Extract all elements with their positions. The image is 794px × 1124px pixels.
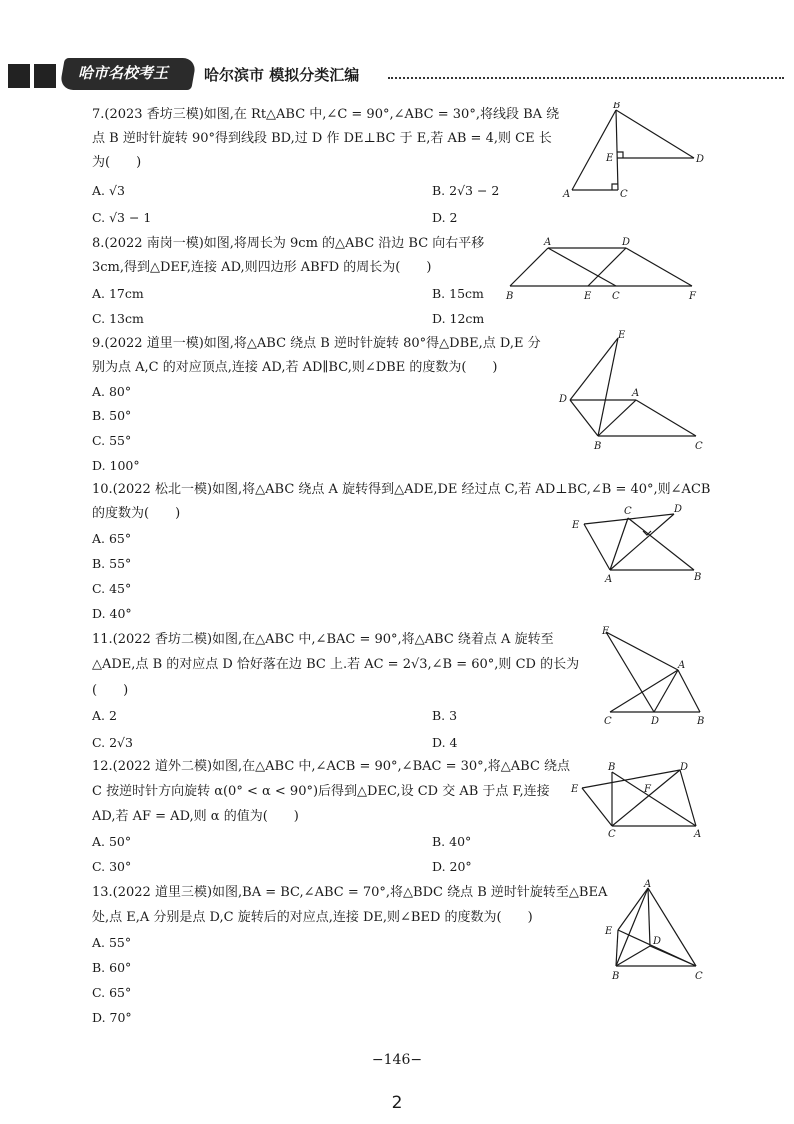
label-a: A xyxy=(632,388,640,399)
question-11-option-d[interactable]: D. 4 xyxy=(432,735,458,750)
label-e: E xyxy=(618,330,626,341)
question-7-option-a[interactable]: A. √3 xyxy=(92,183,125,198)
label-d: D xyxy=(622,237,631,248)
question-7-option-b[interactable]: B. 2√3 − 2 xyxy=(432,183,500,198)
label-d: D xyxy=(559,394,568,405)
label-e: E xyxy=(602,626,610,637)
label-e: E xyxy=(605,926,613,937)
question-8-option-a[interactable]: A. 17cm xyxy=(92,286,144,301)
question-8-line-1: 8.(2022 南岗一模)如图,将周长为 9cm 的△ABC 沿边 BC 向右平移 xyxy=(92,236,485,251)
question-10-option-c[interactable]: C. 45° xyxy=(92,581,132,596)
label-c: C xyxy=(695,441,703,452)
label-a: A xyxy=(694,829,702,840)
logo-text: 哈市名校考王 xyxy=(78,64,169,82)
label-c: C xyxy=(695,971,703,982)
label-b: B xyxy=(694,572,702,583)
question-11-line-1: 11.(2022 香坊二模)如图,在△ABC 中,∠BAC = 90°,将△ABC 绕着点 A 旋转至 xyxy=(92,632,554,647)
header-title: 哈尔滨市 模拟分类汇编 xyxy=(204,66,360,84)
question-11-option-a[interactable]: A. 2 xyxy=(92,708,117,723)
question-7-line-2: 点 B 逆时针旋转 90°得到线段 BD,过 D 作 DE⊥BC 于 E,若 AB = 4,则 CE 长 xyxy=(92,131,552,146)
question-13-option-a[interactable]: A. 55° xyxy=(92,935,132,950)
figure-q10 xyxy=(566,500,708,584)
label-a: A xyxy=(678,660,686,671)
label-d: D xyxy=(674,504,683,515)
question-8-line-2: 3cm,得到△DEF,连接 AD,则四边形 ABFD 的周长为( ) xyxy=(92,260,432,275)
question-12-option-d[interactable]: D. 20° xyxy=(432,859,472,874)
label-a: A xyxy=(544,237,552,248)
question-8-option-d[interactable]: D. 12cm xyxy=(432,311,485,326)
question-9-option-d[interactable]: D. 100° xyxy=(92,458,140,473)
label-d: D xyxy=(680,762,689,773)
question-8-option-b[interactable]: B. 15cm xyxy=(432,286,484,301)
question-9-option-c[interactable]: C. 55° xyxy=(92,433,132,448)
label-a: A xyxy=(644,879,652,890)
header-dotted-rule xyxy=(388,77,784,79)
question-13-option-b[interactable]: B. 60° xyxy=(92,960,132,975)
question-12-line-1: 12.(2022 道外二模)如图,在△ABC 中,∠ACB = 90°,∠BAC = 30°,将△ABC 绕点 xyxy=(92,759,571,774)
question-7-line-1: 7.(2023 香坊三模)如图,在 Rt△ABC 中,∠C = 90°,∠ABC = 30°,将线段 BA 绕 xyxy=(92,107,560,122)
question-13-option-d[interactable]: D. 70° xyxy=(92,1010,132,1025)
question-12-option-a[interactable]: A. 50° xyxy=(92,834,132,849)
label-d: D xyxy=(651,716,660,726)
question-10-line-2: 的度数为( ) xyxy=(92,506,181,521)
label-b: B xyxy=(506,291,514,302)
label-d: D xyxy=(696,154,705,165)
question-12-line-3: AD,若 AF = AD,则 α 的值为( ) xyxy=(92,809,299,824)
question-10-line-1: 10.(2022 松北一模)如图,将△ABC 绕点 A 旋转得到△ADE,DE 经过点 C,若 AD⊥BC,∠B = 40°,则∠ACB xyxy=(92,482,711,497)
question-7-option-c[interactable]: C. √3 − 1 xyxy=(92,210,152,225)
question-7-line-3: 为( ) xyxy=(92,155,142,170)
label-e: E xyxy=(571,784,579,795)
figure-q7 xyxy=(560,102,710,202)
label-a: A xyxy=(605,574,613,584)
question-11-option-b[interactable]: B. 3 xyxy=(432,708,458,723)
question-8-option-c[interactable]: C. 13cm xyxy=(92,311,144,326)
label-c: C xyxy=(612,291,620,302)
label-e: E xyxy=(606,153,614,164)
label-c: C xyxy=(624,506,632,517)
question-12-option-c[interactable]: C. 30° xyxy=(92,859,132,874)
question-11-option-c[interactable]: C. 2√3 xyxy=(92,735,133,750)
question-10-option-a[interactable]: A. 65° xyxy=(92,531,132,546)
question-11-line-2: △ADE,点 B 的对应点 D 恰好落在边 BC 上.若 AC = 2√3,∠B = 60°,则 CD 的长为 xyxy=(92,657,580,672)
question-9-line-2: 别为点 A,C 的对应顶点,连接 AD,若 AD∥BC,则∠DBE 的度数为( ) xyxy=(92,360,498,375)
label-f: F xyxy=(689,291,696,302)
figure-q8 xyxy=(500,234,708,304)
question-7-option-d[interactable]: D. 2 xyxy=(432,210,458,225)
question-12-option-b[interactable]: B. 40° xyxy=(432,834,472,849)
question-10-option-b[interactable]: B. 55° xyxy=(92,556,132,571)
label-c: C xyxy=(608,829,616,840)
question-12-line-2: C 按逆时针方向旋转 α(0° < α < 90°)后得到△DEC,设 CD 交 AB 于点 F,连接 xyxy=(92,784,550,799)
figure-q11 xyxy=(596,624,708,726)
question-9-option-b[interactable]: B. 50° xyxy=(92,408,132,423)
label-e: E xyxy=(584,291,592,302)
label-b: B xyxy=(613,102,621,111)
question-9-option-a[interactable]: A. 80° xyxy=(92,384,132,399)
sheet-number: 2 xyxy=(391,1093,403,1113)
header-block xyxy=(34,64,56,88)
figure-q12 xyxy=(568,760,708,840)
label-a: A xyxy=(563,189,571,200)
label-f: F xyxy=(644,784,651,795)
header-block xyxy=(8,64,30,88)
label-c: C xyxy=(604,716,612,726)
page-number: −146− xyxy=(371,1052,423,1068)
label-b: B xyxy=(612,971,620,982)
question-13-option-c[interactable]: C. 65° xyxy=(92,985,132,1000)
figure-q9 xyxy=(556,328,708,452)
label-b: B xyxy=(697,716,705,726)
label-c: C xyxy=(620,189,628,200)
figure-q13 xyxy=(598,878,708,982)
question-13-line-1: 13.(2022 道里三模)如图,BA = BC,∠ABC = 70°,将△BDC 绕点 B 逆时针旋转至△BEA xyxy=(92,885,608,900)
question-9-line-1: 9.(2022 道里一模)如图,将△ABC 绕点 B 逆时针旋转 80°得△DBE,点 D,E 分 xyxy=(92,336,541,351)
question-10-option-d[interactable]: D. 40° xyxy=(92,606,132,621)
label-b: B xyxy=(594,441,602,452)
question-13-line-2: 处,点 E,A 分别是点 D,C 旋转后的对应点,连接 DE,则∠BED 的度数为( ) xyxy=(92,910,533,925)
label-d: D xyxy=(653,936,662,947)
label-e: E xyxy=(572,520,580,531)
label-b: B xyxy=(608,762,616,773)
question-11-line-3: ( ) xyxy=(92,683,129,698)
